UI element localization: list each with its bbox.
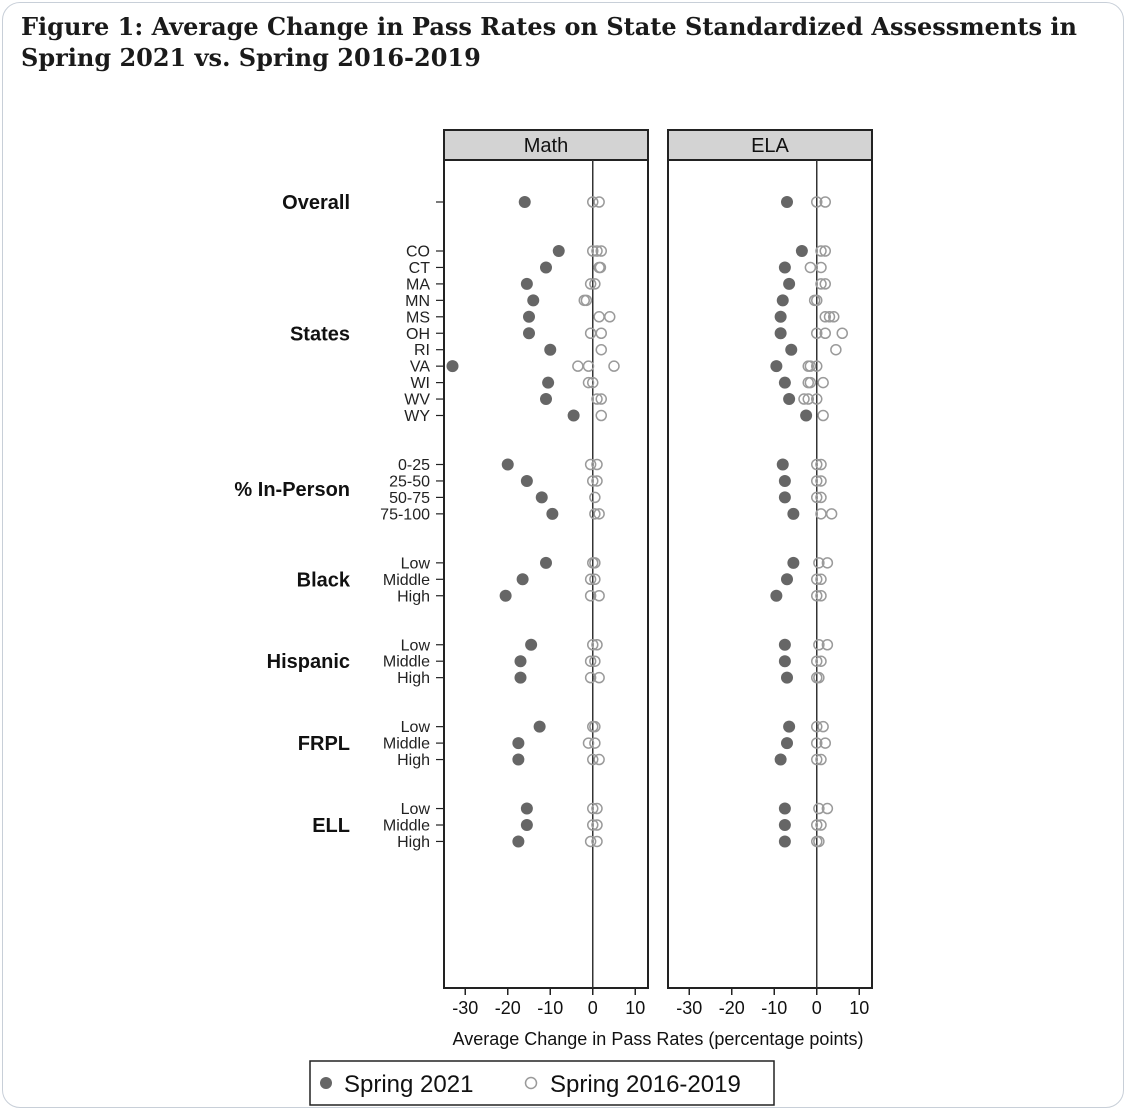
panel-title-math: Math bbox=[523, 135, 569, 157]
row-label: MN bbox=[405, 292, 430, 310]
row-label: CO bbox=[406, 243, 430, 261]
legend-label-spring2021: Spring 2021 bbox=[344, 1071, 474, 1098]
x-tick-label-ela: -10 bbox=[761, 998, 788, 1018]
group-label: % In-Person bbox=[234, 479, 350, 502]
row-label: 75-100 bbox=[380, 506, 430, 524]
spring2021-point bbox=[785, 344, 797, 356]
spring2021-point bbox=[519, 196, 531, 208]
panel-box-ela bbox=[668, 130, 872, 988]
figure-title: Figure 1: Average Change in Pass Rates on State Standardized Assessments in Spring 2021 vs. Spring 2016-2019 bbox=[21, 12, 1077, 72]
spring2021-point bbox=[781, 737, 793, 749]
spring2021-point bbox=[512, 737, 524, 749]
row-label: Middle bbox=[382, 653, 430, 671]
spring2021-point bbox=[781, 196, 793, 208]
spring2021-point bbox=[447, 360, 459, 372]
spring2021-point bbox=[796, 245, 808, 257]
legend-label-baseline: Spring 2016-2019 bbox=[550, 1071, 741, 1098]
row-label: MA bbox=[406, 276, 430, 294]
spring2021-point bbox=[779, 377, 791, 389]
x-tick-label-math: -20 bbox=[494, 998, 521, 1018]
x-axis-title: Average Change in Pass Rates (percentage points) bbox=[452, 1029, 864, 1049]
row-label: WY bbox=[404, 408, 430, 425]
spring2021-point bbox=[515, 655, 527, 667]
spring2021-point bbox=[781, 672, 793, 684]
x-tick-label-ela: 10 bbox=[849, 998, 870, 1018]
row-label: 50-75 bbox=[389, 489, 430, 507]
x-tick-label-ela: -20 bbox=[718, 998, 745, 1018]
row-label: 25-50 bbox=[389, 473, 430, 491]
row-label: WI bbox=[410, 375, 430, 393]
spring2021-point bbox=[540, 393, 552, 405]
spring2021-point bbox=[568, 410, 580, 422]
spring2021-point bbox=[534, 721, 546, 733]
spring2021-point bbox=[542, 377, 554, 389]
group-label: Hispanic bbox=[266, 651, 350, 674]
spring2021-point bbox=[546, 508, 558, 520]
row-label: CT bbox=[408, 259, 430, 277]
spring2021-point bbox=[536, 491, 548, 503]
row-label: WV bbox=[404, 391, 430, 409]
group-label: Overall bbox=[282, 192, 350, 214]
spring2021-point bbox=[770, 590, 782, 602]
spring2021-point bbox=[779, 261, 791, 273]
row-label: High bbox=[397, 670, 430, 688]
row-label: Middle bbox=[382, 817, 430, 835]
row-label: VA bbox=[409, 358, 430, 376]
x-tick-label-ela: -30 bbox=[676, 998, 703, 1018]
row-label: RI bbox=[414, 342, 430, 360]
row-label: 0-25 bbox=[397, 457, 430, 474]
spring2021-point bbox=[783, 393, 795, 405]
x-tick-label-math: -30 bbox=[452, 998, 479, 1018]
x-tick-label-math: 0 bbox=[587, 998, 598, 1018]
row-label: High bbox=[397, 833, 430, 851]
row-label: High bbox=[397, 752, 430, 770]
panel-title-ela: ELA bbox=[751, 135, 789, 157]
spring2021-point bbox=[521, 475, 533, 487]
row-label: High bbox=[397, 588, 430, 606]
spring2021-point bbox=[787, 508, 799, 520]
spring2021-point bbox=[527, 294, 539, 306]
spring2021-point bbox=[800, 410, 812, 422]
x-tick-label-ela: 0 bbox=[811, 998, 822, 1018]
row-label: Low bbox=[400, 719, 430, 737]
spring2021-point bbox=[521, 803, 533, 815]
spring2021-point bbox=[779, 835, 791, 847]
spring2021-point bbox=[777, 294, 789, 306]
spring2021-point bbox=[512, 754, 524, 766]
group-label: ELL bbox=[312, 815, 350, 837]
spring2021-point bbox=[521, 278, 533, 290]
spring2021-point bbox=[515, 672, 527, 684]
spring2021-point bbox=[523, 311, 535, 323]
spring2021-point bbox=[779, 639, 791, 651]
spring2021-point bbox=[783, 278, 795, 290]
spring2021-point bbox=[521, 819, 533, 831]
group-label: States bbox=[289, 323, 350, 346]
row-label: Middle bbox=[382, 571, 430, 589]
spring2021-point bbox=[787, 557, 799, 569]
spring2021-point bbox=[775, 311, 787, 323]
spring2021-point bbox=[523, 327, 535, 339]
spring2021-point bbox=[775, 754, 787, 766]
spring2021-point bbox=[779, 819, 791, 831]
spring2021-point bbox=[779, 655, 791, 667]
spring2021-point bbox=[502, 459, 514, 471]
row-label: Low bbox=[400, 801, 430, 819]
spring2021-point bbox=[779, 475, 791, 487]
row-label: Middle bbox=[382, 735, 430, 753]
spring2021-point bbox=[779, 803, 791, 815]
group-label: FRPL bbox=[297, 733, 350, 756]
spring2021-point bbox=[500, 590, 512, 602]
spring2021-point bbox=[777, 459, 789, 471]
spring2021-point bbox=[540, 261, 552, 273]
spring2021-point bbox=[770, 360, 782, 372]
group-label: Black bbox=[296, 569, 350, 592]
row-label: Low bbox=[400, 555, 430, 573]
x-tick-label-math: 10 bbox=[625, 998, 646, 1018]
spring2021-point bbox=[781, 573, 793, 585]
row-label: Low bbox=[400, 637, 430, 655]
legend-marker-spring2021 bbox=[320, 1077, 332, 1089]
spring2021-point bbox=[525, 639, 537, 651]
spring2021-point bbox=[779, 491, 791, 503]
spring2021-point bbox=[544, 344, 556, 356]
spring2021-point bbox=[540, 557, 552, 569]
x-tick-label-math: -10 bbox=[537, 998, 564, 1018]
row-label: MS bbox=[406, 309, 430, 327]
spring2021-point bbox=[517, 573, 529, 585]
spring2021-point bbox=[512, 835, 524, 847]
row-label: OH bbox=[406, 325, 430, 343]
spring2021-point bbox=[783, 721, 795, 733]
spring2021-point bbox=[553, 245, 565, 257]
spring2021-point bbox=[775, 327, 787, 339]
